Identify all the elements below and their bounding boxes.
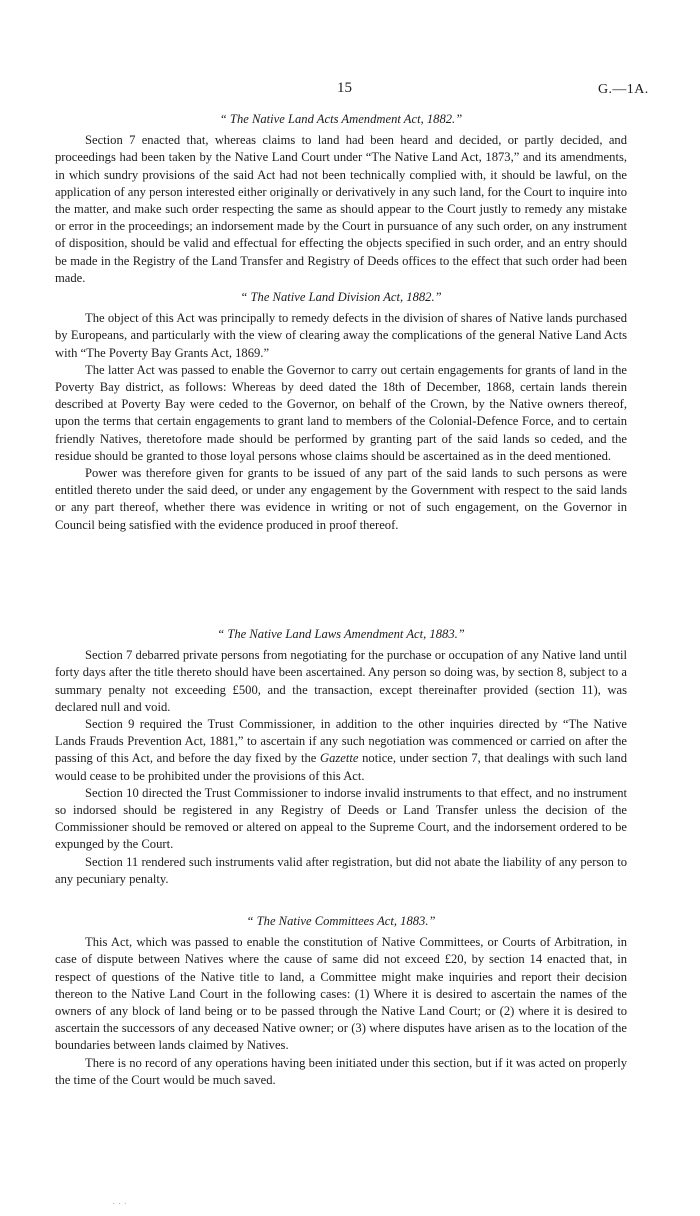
paragraph: There is no record of any operations having been initiated under this section, but if it was acted on properly the time of the Court would be much saved. — [55, 1055, 627, 1087]
paragraph: The object of this Act was principally to remedy defects in the division of shares of Native lands purchased by Europeans, and particularly with the view of clearing away the complications of the general Native Land Acts with “The Poverty Bay Grants Act, 1869.” — [55, 311, 627, 360]
section-heading: “ The Native Land Acts Amendment Act, 1882.” — [219, 112, 463, 126]
page-number: 15 — [337, 80, 352, 96]
section-land-acts-amendment — [55, 111, 627, 287]
section-land-division — [55, 289, 627, 534]
paragraph: The latter Act was passed to enable the Governor to carry out certain engagements for grants of land in the Poverty Bay district, as follows: Whereas by deed dated the 18th of December, 1868, certain lands therein described at Poverty Bay were ceded to the Governor, on behalf of the Crown, by the Native owners thereof, upon the terms that certain engagements to grant land to members of the Colonial-Defence Force, and to certain friendly Natives, theretofore made should be performed by granting part of the said lands so ceded, and the residue should be granted to those loyal persons whose claims should be ascertained as in the deed mentioned. — [55, 362, 627, 463]
section-heading: “ The Native Land Division Act, 1882.” — [240, 290, 442, 304]
document-reference: G.—1A. — [598, 82, 649, 97]
paragraph: Section 7 enacted that, whereas claims to land had been heard and decided, or partly decided, and proceedings had been taken by the Native Land Court under “The Native Land Act, 1873,” and its amendments, in which sundry provisions of the said Act had not been technically complied with, it should be lawful, on the application of any person interested either originally or derivatively in any such land, for the Court to inquire into the matter, and make such order respecting the same as should appear to the Court justly to remedy any mistake or error in the proceedings; an indorsement made by the Court in pursuance of any such order, on any instrument of disposition, should be valid and effectual for effecting the objects specified in such order, and an entry should be made in the Registry of the Land Transfer and Registry of Deeds offices to the effect that such order had been made. — [55, 133, 627, 285]
section-land-laws-amendment — [55, 626, 627, 888]
paragraph: Power was therefore given for grants to be issued of any part of the said lands to such persons as were entitled thereto under the said deed, or under any engagement by the Government with respect to the said lands or any part thereof, whether there was evidence in writing or not of such engagement, on the Governor in Council being satisfied with the evidence produced in proof thereof. — [55, 466, 627, 532]
paragraph: Section 7 debarred private persons from negotiating for the purchase or occupation of any Native land until forty days after the title thereto should have been ascertained. Any person so doing was, by section 8, subject to a summary penalty not exceeding £500, and the transaction, except thereinafter provided (section 11), was declared null and void. — [55, 648, 627, 714]
section-heading: “ The Native Land Laws Amendment Act, 1883.” — [217, 627, 465, 641]
paragraph — [55, 716, 627, 785]
print-smudge: · · · — [112, 1199, 127, 1210]
paragraph: This Act, which was passed to enable the constitution of Native Committees, or Courts of Arbitration, in case of dispute between Natives where the cause of same did not exceed £20, by section 14 enacted that, in respect of questions of the Native title to land, a Committee might make inquiries and report their decision thereon to the Native Land Court in the following cases: (1) Where it is desired to ascertain the names of the owners of any block of land being or to be passed through the Native Land Court; or (2) where it is desired to ascertain the successors of any deceased Native owner; or (3) where disputes have arisen as to the location of the boundaries between lands claimed by Natives. — [55, 935, 627, 1053]
paragraph-text: Section 9 required the Trust Commissioner, in addition to the other inquiries directed by “The Native Lands Frauds Prevention Act, 1881,” to ascertain if any such negotiation was commenced or carried on after the passing of this Act, and before the day fixed by the — [55, 717, 627, 766]
paragraph: Section 11 rendered such instruments valid after registration, but did not abate the liability of any person to any pecuniary penalty. — [55, 854, 627, 886]
section-heading: “ The Native Committees Act, 1883.” — [246, 914, 436, 928]
paragraph: Section 10 directed the Trust Commissioner to indorse invalid instruments to that effect, and no instrument so indorsed should be registered in any Registry of Deeds or Land Transfer unless the decision of the Commissioner should be removed or altered on appeal to the Supreme Court, and the indorsement ordered to be expunged by the Court. — [55, 785, 627, 852]
paragraph-text: notice, under section 7, that dealings with such land would cease to be prohibited under the provisions of this Act. — [55, 751, 627, 783]
gazette-word: Gazette — [319, 751, 359, 766]
section-native-committees — [55, 913, 627, 1089]
